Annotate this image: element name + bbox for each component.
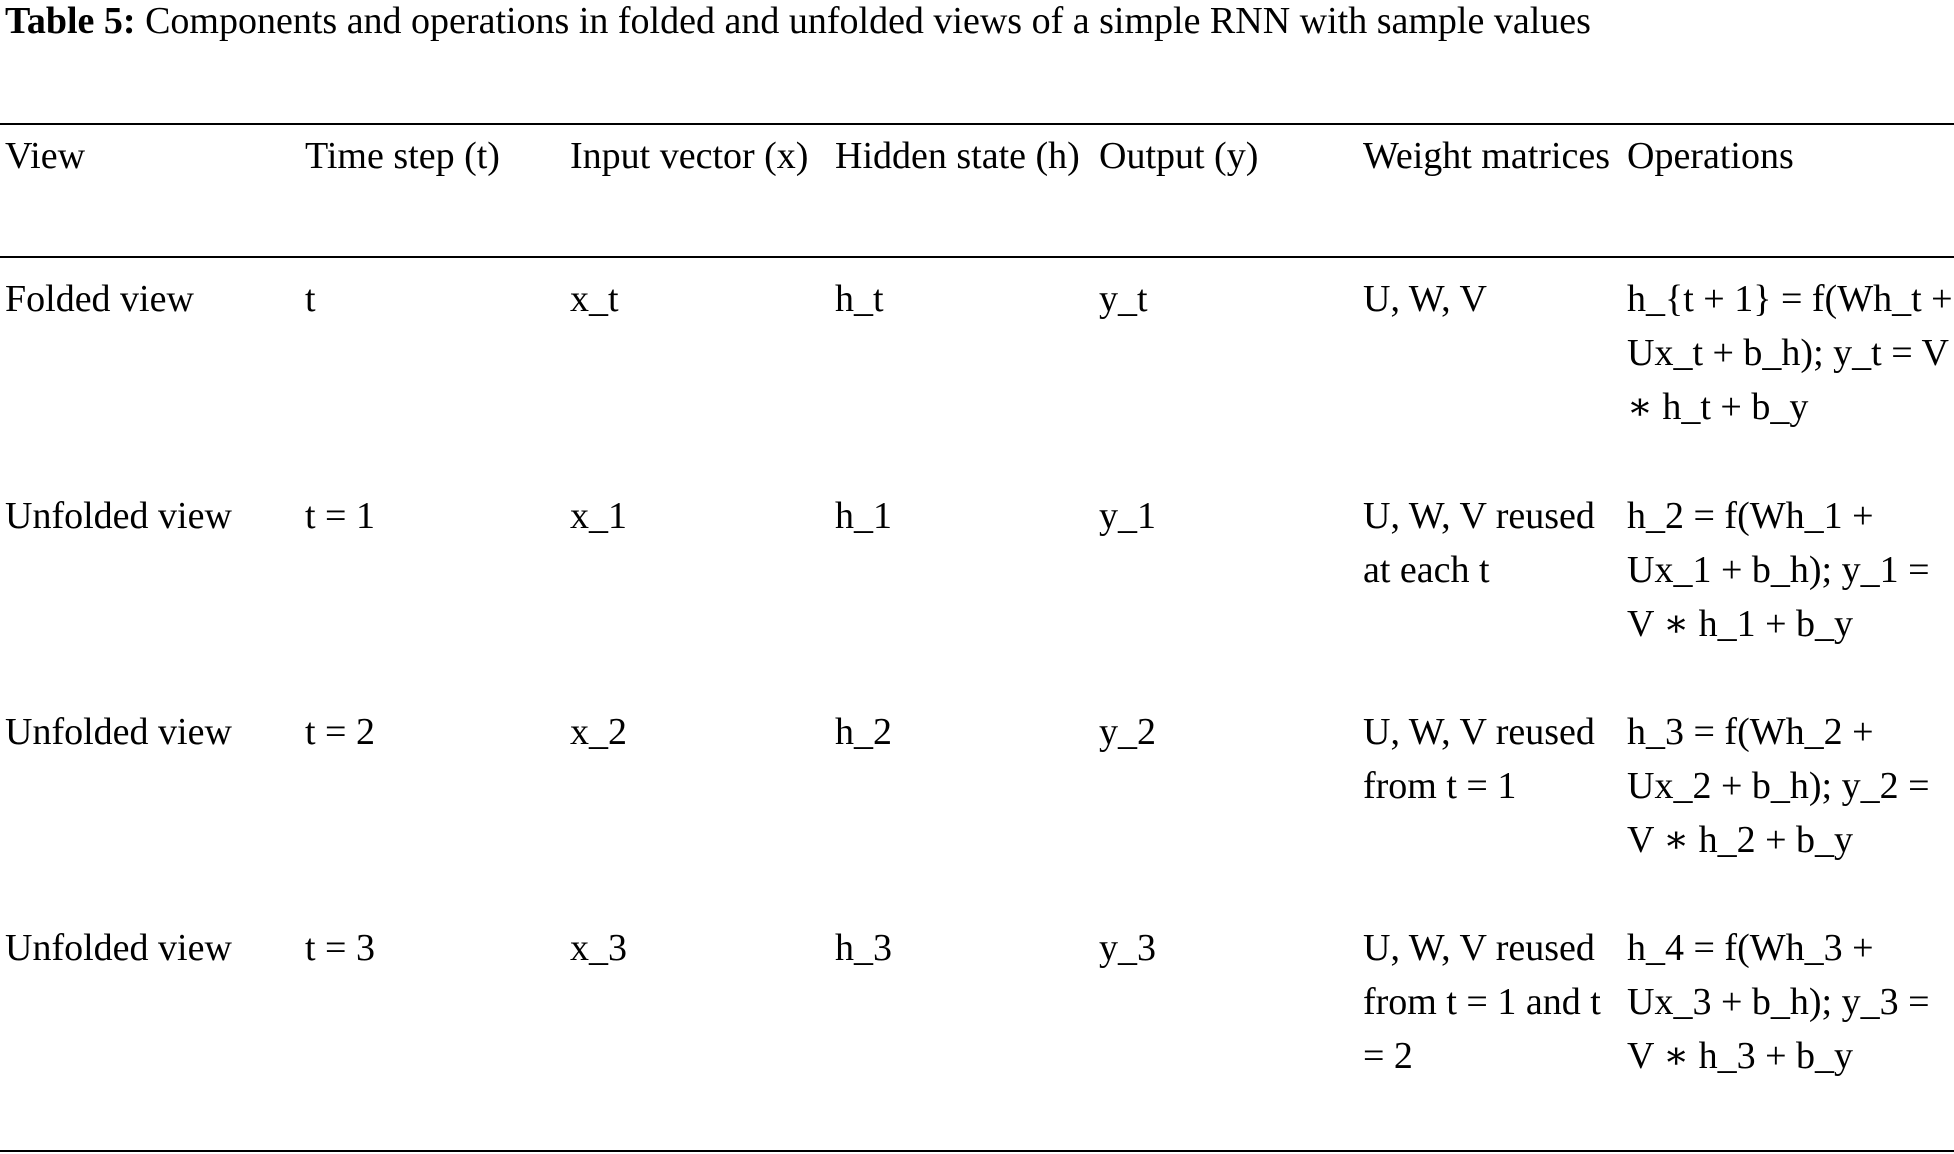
cell-weights: U, W, V reused at each t [1363, 495, 1595, 591]
cell-input: x_3 [570, 927, 627, 969]
header-output: Output (y) [1099, 135, 1259, 177]
table-header-row [0, 125, 1954, 260]
header-weight-matrices: Weight matrices [1363, 135, 1611, 177]
table-row [0, 909, 1954, 1125]
cell-output: y_1 [1099, 495, 1156, 537]
header-hidden-state: Hidden state (h) [835, 135, 1080, 177]
table-row [0, 477, 1954, 693]
header-input-vector: Input vector (x) [570, 135, 809, 177]
cell-output: y_3 [1099, 927, 1156, 969]
cell-operations: h_2 = f(Wh_1 + Ux_1 + b_h); y_1 = V ∗ h_1 + b_y [1627, 495, 1930, 645]
cell-hidden: h_t [835, 278, 884, 320]
table-row [0, 260, 1954, 477]
cell-operations: h_3 = f(Wh_2 + Ux_2 + b_h); y_2 = V ∗ h_2 + b_y [1627, 711, 1930, 861]
table-row [0, 693, 1954, 909]
header-time-step: Time step (t) [305, 135, 500, 177]
cell-hidden: h_3 [835, 927, 892, 969]
cell-weights: U, W, V [1363, 278, 1487, 320]
cell-hidden: h_1 [835, 495, 892, 537]
cell-hidden: h_2 [835, 711, 892, 753]
cell-operations: h_{t + 1} = f(Wh_t + Ux_t + b_h); y_t = V ∗ h_t + b_y [1627, 278, 1953, 428]
cell-operations: h_4 = f(Wh_3 + Ux_3 + b_h); y_3 = V ∗ h_3 + b_y [1627, 927, 1930, 1077]
cell-time-step: t [305, 278, 316, 320]
cell-view: Unfolded view [5, 495, 232, 537]
cell-output: y_2 [1099, 711, 1156, 753]
cell-input: x_2 [570, 711, 627, 753]
rnn-components-table [0, 125, 1954, 1125]
cell-view: Unfolded view [5, 927, 232, 969]
table-caption-text: Components and operations in folded and unfolded views of a simple RNN with sample values [135, 0, 1591, 42]
cell-weights: U, W, V reused from t = 1 and t = 2 [1363, 927, 1601, 1077]
table-caption [5, 0, 1950, 44]
cell-weights: U, W, V reused from t = 1 [1363, 711, 1595, 807]
cell-view: Unfolded view [5, 711, 232, 753]
table-caption-label: Table 5: [5, 0, 136, 42]
cell-input: x_1 [570, 495, 627, 537]
cell-time-step: t = 3 [305, 927, 375, 969]
cell-time-step: t = 1 [305, 495, 375, 537]
header-operations: Operations [1627, 135, 1794, 177]
cell-input: x_t [570, 278, 619, 320]
cell-output: y_t [1099, 278, 1148, 320]
cell-view: Folded view [5, 278, 194, 320]
header-view: View [5, 135, 86, 177]
table-bottom-rule [0, 1150, 1954, 1152]
cell-time-step: t = 2 [305, 711, 375, 753]
